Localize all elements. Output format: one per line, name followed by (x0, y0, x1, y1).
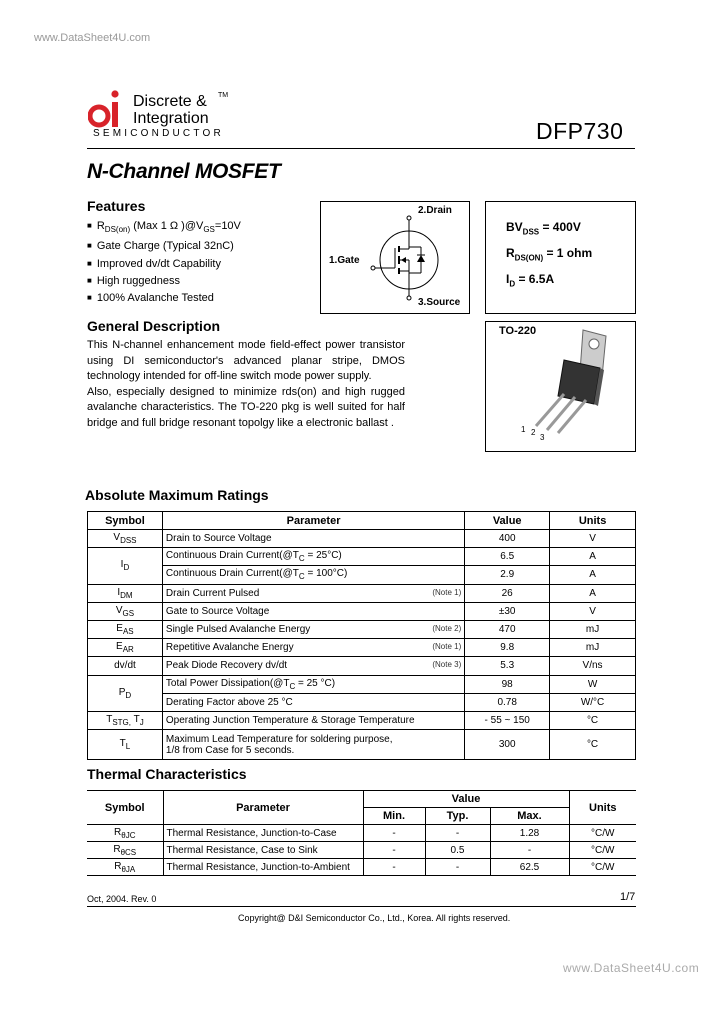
typ-cell: - (425, 859, 490, 876)
value-cell: 98 (465, 675, 550, 693)
page-title: N-Channel MOSFET (87, 160, 281, 183)
parameter-cell: Maximum Lead Temperature for soldering purpose, 1/8 from Case for 5 seconds. (162, 730, 464, 760)
parameter-cell: Derating Factor above 25 °C (162, 693, 464, 711)
parameter-cell: Peak Diode Recovery dv/dt (Note 3) (162, 657, 464, 675)
unit-cell: V (550, 602, 636, 620)
parameter-cell: Drain Current Pulsed (Note 1) (162, 584, 464, 602)
col-symbol: Symbol (87, 791, 163, 825)
symbol-cell: $T_L$ (88, 730, 163, 760)
col-min: Min. (363, 808, 425, 825)
header-rule (87, 148, 635, 149)
symbol-cell: $T_{STG,}$ $T_J$ (88, 711, 163, 729)
pin-2-label: 2 (531, 428, 536, 437)
table-row (88, 602, 636, 620)
col-parameter: Parameter (163, 791, 363, 825)
table-row (88, 548, 636, 566)
table-row (87, 842, 636, 859)
max-cell: - (490, 842, 569, 859)
table-header-row (88, 512, 636, 530)
table-row (88, 584, 636, 602)
to220-package-icon (486, 322, 637, 453)
symbol-cell: $E_{AR}$ (88, 639, 163, 657)
parameter-cell: Thermal Resistance, Junction-to-Ambient (163, 859, 363, 876)
revision-date: Oct, 2004. Rev. 0 (87, 894, 157, 904)
parameter-cell: Drain to Source Voltage (162, 530, 464, 548)
logo-semiconductor: SEMICONDUCTOR (93, 128, 224, 139)
spec-rdson: $R_{DS(ON)} = 1$ ohm (506, 246, 593, 263)
min-cell: - (363, 825, 425, 842)
unit-cell: A (550, 584, 636, 602)
footer-rule (87, 906, 636, 907)
parameter-cell: Continuous Drain $Current(@T_C = 100^\circ C)$ (162, 566, 464, 584)
symbol-cell: dv/dt (88, 657, 163, 675)
features-heading: Features (87, 198, 146, 214)
table-row (88, 620, 636, 638)
parameter-cell: Operating Junction Temperature & Storage Temperature (162, 711, 464, 729)
unit-cell: mJ (550, 639, 636, 657)
col-max: Max. (490, 808, 569, 825)
parameter-cell: Thermal Resistance, Junction-to-Case (163, 825, 363, 842)
symbol-cell: $P_D$ (88, 675, 163, 711)
unit-cell: °C/W (569, 842, 636, 859)
table-row (88, 639, 636, 657)
value-cell: ±30 (465, 602, 550, 620)
general-description-heading: General Description (87, 318, 221, 334)
symbol-cell: $I_{DM}$ (88, 584, 163, 602)
typ-cell: 0.5 (425, 842, 490, 859)
logo-line2: Integration (133, 110, 209, 127)
spec-id: $I_D = 6.5A$ (506, 272, 555, 289)
feature-item: ■ High ruggedness (87, 273, 241, 290)
feature-item: ■ Improved dv/dt Capability (87, 256, 241, 273)
general-para-1: This N-channel enhancement mode field-effect power transistor using DI semiconductor's advanced planar stripe, DMOS technology intended for off-line switch mode power supply. (87, 339, 405, 383)
unit-cell: °C (550, 730, 636, 760)
min-cell: - (363, 842, 425, 859)
thermal-characteristics-table (87, 790, 636, 876)
features-list (87, 218, 241, 307)
table-row (88, 657, 636, 675)
key-specs-box (485, 201, 636, 314)
general-para-2: Also, especially designed to minimize rds(on) and high rugged avalanche characteristics. The TO-220 pkg is well suited for half bridge and full bridge resonant topolgy like a electronic ballast . (87, 385, 405, 429)
symbol-cell: $R_{\theta JA}$ (87, 859, 163, 876)
unit-cell: W/°C (550, 693, 636, 711)
table-header-row (87, 791, 636, 808)
feature-item: ■ $R_{DS(on)}$ (Max 1 Ω )$@V_{GS}=10V$ (87, 218, 241, 238)
value-cell: - 55 ~ 150 (465, 711, 550, 729)
parameter-cell: Continuous Drain $Current(@T_C = 25^\circ C)$ (162, 548, 464, 566)
table-row (88, 711, 636, 729)
max-cell: 1.28 (490, 825, 569, 842)
parameter-cell: Gate to Source Voltage (162, 602, 464, 620)
symbol-cell: $R_{\theta JC}$ (87, 825, 163, 842)
symbol-cell: $V_{DSS}$ (88, 530, 163, 548)
value-cell: 300 (465, 730, 550, 760)
col-typ: Typ. (425, 808, 490, 825)
mosfet-symbol-box (320, 201, 470, 314)
table-row (87, 859, 636, 876)
logo-trademark: TM (218, 92, 229, 99)
pin-3-label: 3 (540, 433, 545, 442)
value-cell: 26 (465, 584, 550, 602)
unit-cell: °C/W (569, 825, 636, 842)
col-symbol: Symbol (88, 512, 163, 530)
col-value: Value (363, 791, 569, 808)
symbol-cell: $R_{\theta CS}$ (87, 842, 163, 859)
unit-cell: W (550, 675, 636, 693)
unit-cell: °C (550, 711, 636, 729)
value-cell: 6.5 (465, 548, 550, 566)
unit-cell: A (550, 548, 636, 566)
symbol-cell: $I_D$ (88, 548, 163, 584)
pin-1-label: 1 (521, 425, 526, 434)
page-number: 1/7 (620, 891, 636, 903)
package-name: TO-220 (499, 325, 537, 337)
value-cell: 0.78 (465, 693, 550, 711)
value-cell: 470 (465, 620, 550, 638)
watermark-top: www.DataSheet4U.com (34, 32, 151, 44)
parameter-cell: Single Pulsed Avalanche Energy (Note 2) (162, 620, 464, 638)
part-number: DFP730 (536, 118, 624, 144)
symbol-cell: $V_{GS}$ (88, 602, 163, 620)
value-cell: 5.3 (465, 657, 550, 675)
col-value: Value (465, 512, 550, 530)
symbol-cell: $E_{AS}$ (88, 620, 163, 638)
package-box (485, 321, 636, 452)
unit-cell: A (550, 566, 636, 584)
value-cell: 2.9 (465, 566, 550, 584)
value-cell: 400 (465, 530, 550, 548)
col-units: Units (569, 791, 636, 825)
unit-cell: V/ns (550, 657, 636, 675)
parameter-cell: Thermal Resistance, Case to Sink (163, 842, 363, 859)
drain-label: 2.Drain (418, 205, 452, 216)
typ-cell: - (425, 825, 490, 842)
table-row (88, 530, 636, 548)
max-cell: 62.5 (490, 859, 569, 876)
parameter-cell: Repetitive Avalanche Energy (Note 1) (162, 639, 464, 657)
table-row (88, 730, 636, 760)
gate-label: 1.Gate (329, 255, 360, 266)
unit-cell: V (550, 530, 636, 548)
copyright: Copyright@ D&I Semiconductor Co., Ltd., Korea. All rights reserved. (238, 913, 511, 923)
table-row (87, 825, 636, 842)
unit-cell: °C/W (569, 859, 636, 876)
amr-heading: Absolute Maximum Ratings (85, 487, 269, 503)
table-row (88, 566, 636, 584)
table-row (88, 693, 636, 711)
spec-bvdss: $BV_{DSS} = 400V$ (506, 220, 581, 237)
feature-item: ■ Gate Charge (Typical 32nC) (87, 238, 241, 255)
general-description-text (87, 338, 405, 432)
watermark-bottom: www.DataSheet4U.com (563, 961, 700, 975)
col-parameter: Parameter (162, 512, 464, 530)
min-cell: - (363, 859, 425, 876)
table-row (88, 675, 636, 693)
logo-line1: Discrete & (133, 93, 207, 110)
value-cell: 9.8 (465, 639, 550, 657)
feature-item: ■ 100% Avalanche Tested (87, 290, 241, 307)
absolute-maximum-ratings-table (87, 511, 636, 760)
unit-cell: mJ (550, 620, 636, 638)
col-units: Units (550, 512, 636, 530)
parameter-cell: Total Power $Dissipation(@T_C = 25$ °C) (162, 675, 464, 693)
source-label: 3.Source (418, 297, 461, 308)
thermal-heading: Thermal Characteristics (87, 766, 247, 782)
company-logo-icon (88, 88, 128, 132)
